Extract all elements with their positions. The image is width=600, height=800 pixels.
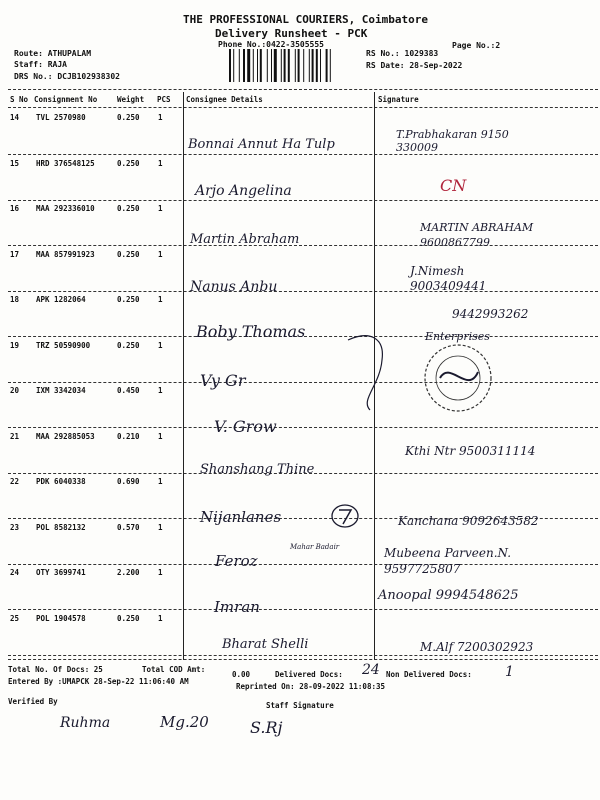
consignee-hand-22: Nijanlanes bbox=[200, 508, 282, 526]
row-pcs: 1 bbox=[158, 113, 163, 122]
signature-14: T.Prabhakaran 9150 330009 bbox=[396, 128, 509, 154]
row-consignment-no: IXM 3342034 bbox=[36, 386, 86, 395]
verify-signature-2: Mg.20 bbox=[160, 713, 209, 731]
barcode-bar bbox=[239, 49, 240, 82]
verify-signature-1: Ruhma bbox=[60, 715, 111, 731]
footer-rule bbox=[8, 659, 598, 660]
row-consignment-no: MAA 857991923 bbox=[36, 249, 95, 259]
row-weight: 0.250 bbox=[117, 113, 140, 122]
barcode-bar bbox=[229, 49, 231, 82]
row-consignment-no: APK 1282064 bbox=[36, 295, 86, 304]
row-sno: 22 bbox=[10, 477, 20, 486]
row-separator bbox=[8, 154, 598, 155]
signature-25: M.Alf 7200302923 bbox=[420, 640, 534, 654]
signature-22: Kanchana 9092643582 bbox=[398, 514, 539, 528]
row-pcs: 1 bbox=[158, 568, 163, 577]
row-sno: 25 bbox=[10, 613, 20, 623]
signature-15: CN bbox=[440, 176, 467, 195]
page-number: Page No.:2 bbox=[452, 41, 501, 50]
row-separator bbox=[8, 382, 598, 383]
row-weight: 0.250 bbox=[117, 158, 140, 168]
row-weight: 0.690 bbox=[117, 477, 140, 486]
col-consignee: Consignee Details bbox=[186, 95, 263, 104]
row-separator bbox=[8, 655, 598, 656]
barcode-bar bbox=[243, 49, 245, 82]
row-weight: 0.250 bbox=[117, 613, 140, 623]
total-cod-label: Total COD Amt: bbox=[142, 665, 206, 674]
signature-18: 9442993262 bbox=[452, 307, 529, 321]
row-consignment-no: TRZ 50590900 bbox=[36, 340, 91, 350]
col-pcs: PCS bbox=[157, 95, 171, 104]
barcode-bar bbox=[271, 49, 272, 82]
row-weight: 0.250 bbox=[117, 249, 140, 259]
barcode-bar bbox=[295, 49, 296, 82]
barcode-bar bbox=[320, 49, 321, 82]
barcode-bar bbox=[260, 49, 262, 82]
barcode-bar bbox=[253, 49, 254, 82]
barcode-bar bbox=[267, 49, 268, 82]
row-sno: 20 bbox=[10, 386, 20, 395]
row-pcs: 1 bbox=[158, 613, 163, 623]
non-delivered-count: 1 bbox=[505, 664, 514, 680]
header-bottom-rule bbox=[8, 107, 598, 108]
row-sno: 15 bbox=[10, 158, 20, 168]
col-signature: Signature bbox=[378, 95, 419, 104]
col-weight: Weight bbox=[117, 95, 145, 104]
delivered-label: Delivered Docs: bbox=[275, 670, 343, 679]
barcode-bar bbox=[326, 49, 328, 82]
consignee-hand-16: Martin Abraham bbox=[190, 232, 300, 247]
col-consignment: Consignment No bbox=[34, 95, 98, 104]
consignee-column-line bbox=[183, 92, 184, 660]
barcode-bar bbox=[284, 49, 286, 82]
staff-signature-label: Staff Signature bbox=[266, 701, 334, 710]
barcode-bar bbox=[274, 49, 277, 82]
phone-number: Phone No.:0422-3505555 bbox=[218, 40, 324, 49]
barcode-bar bbox=[288, 49, 290, 82]
barcode-bar bbox=[330, 49, 331, 82]
row-weight: 0.210 bbox=[117, 431, 140, 441]
rs-date: RS Date: 28-Sep-2022 bbox=[366, 61, 463, 70]
signature-16: MARTIN ABRAHAM 9600867799 bbox=[420, 221, 534, 249]
verified-by-label: Verified By bbox=[8, 697, 58, 706]
consignee-hand-20: V. Grow bbox=[214, 417, 277, 436]
barcode-bar bbox=[312, 49, 314, 82]
row-pcs: 1 bbox=[158, 204, 163, 213]
barcode-bar bbox=[257, 49, 258, 82]
barcode-bar bbox=[303, 49, 304, 82]
consignee-hand-25: Bharat Shelli bbox=[222, 637, 309, 652]
row-consignment-no: MAA 292885053 bbox=[36, 431, 95, 441]
consignee-hand-21: Shanshang Thine bbox=[200, 462, 315, 477]
row-pcs: 1 bbox=[158, 431, 163, 441]
signature-23: Mubeena Parveen.N. 9597725807 bbox=[384, 546, 512, 576]
reprinted-on: Reprinted On: 28-09-2022 11:08:35 bbox=[236, 682, 386, 691]
row-weight: 0.250 bbox=[117, 295, 140, 304]
row-sno: 17 bbox=[10, 249, 20, 259]
row-separator bbox=[8, 200, 598, 201]
signature-21: Kthi Ntr 9500311114 bbox=[405, 444, 536, 458]
barcode-bar bbox=[233, 49, 234, 82]
barcode-bar bbox=[247, 49, 250, 82]
row-pcs: 1 bbox=[158, 477, 163, 486]
header-top-rule bbox=[8, 89, 598, 90]
row-consignment-no: POL 8582132 bbox=[36, 522, 86, 532]
row-consignment-no: PDK 6040338 bbox=[36, 477, 86, 486]
consignee-hand-18: Boby Thomas bbox=[196, 322, 306, 341]
signature-19: Enterprises bbox=[425, 330, 490, 343]
barcode-bar bbox=[298, 49, 300, 82]
row-consignment-no: MAA 292336010 bbox=[36, 204, 95, 213]
pen-loop-mark bbox=[340, 330, 400, 420]
row-sno: 24 bbox=[10, 568, 20, 577]
consignee-note-23: Mahar Badair bbox=[290, 543, 340, 551]
total-docs: Total No. Of Docs: 25 bbox=[8, 665, 103, 674]
row-sno: 23 bbox=[10, 522, 20, 532]
barcode-bar bbox=[309, 49, 310, 82]
total-cod-value: 0.00 bbox=[232, 670, 251, 679]
signature-24: Anoopal 9994548625 bbox=[378, 588, 519, 603]
row-sno: 18 bbox=[10, 295, 20, 304]
entered-by: Entered By :UMAPCK 28-Sep-22 11:06:40 AM bbox=[8, 677, 189, 686]
row-pcs: 1 bbox=[158, 340, 163, 350]
row-pcs: 1 bbox=[158, 295, 163, 304]
rs-number: RS No.: 1029383 bbox=[366, 49, 439, 58]
non-delivered-label: Non Delivered Docs: bbox=[386, 670, 472, 679]
row-consignment-no: HRD 376548125 bbox=[36, 158, 95, 168]
consignee-hand-24: Imran bbox=[214, 598, 260, 616]
consignee-hand-23: Feroz bbox=[215, 552, 258, 570]
row-separator bbox=[8, 427, 598, 428]
row-pcs: 1 bbox=[158, 158, 163, 168]
runsheet-subtitle: Delivery Runsheet - PCK bbox=[215, 27, 368, 40]
row-weight: 0.450 bbox=[117, 386, 140, 395]
staff: Staff: RAJA bbox=[14, 60, 67, 69]
company-title: THE PROFESSIONAL COURIERS, Coimbatore bbox=[183, 13, 429, 26]
drs-number: DRS No.: DCJB102938302 bbox=[14, 72, 120, 81]
verify-signature-3: S.Rj bbox=[250, 718, 283, 737]
row-pcs: 1 bbox=[158, 522, 163, 532]
row-weight: 0.250 bbox=[117, 204, 140, 213]
company-stamp bbox=[420, 340, 500, 420]
consignee-hand-17: Nanus Anbu bbox=[190, 279, 278, 295]
row-pcs: 1 bbox=[158, 386, 163, 395]
row-sno: 21 bbox=[10, 431, 20, 441]
delivered-count: 24 bbox=[362, 662, 380, 678]
row-separator bbox=[8, 609, 598, 610]
row-consignment-no: TVL 2570980 bbox=[36, 113, 86, 122]
row-consignment-no: OTY 3699741 bbox=[36, 568, 86, 577]
row-sno: 19 bbox=[10, 340, 20, 350]
consignee-hand-15: Arjo Angelina bbox=[195, 183, 292, 199]
row-consignment-no: POL 1904578 bbox=[36, 613, 86, 623]
route: Route: ATHUPALAM bbox=[14, 49, 92, 58]
row-sno: 14 bbox=[10, 113, 20, 122]
barcode-bar bbox=[281, 49, 282, 82]
barcode bbox=[229, 49, 359, 82]
circled-seven-mark bbox=[330, 502, 370, 532]
row-weight: 0.570 bbox=[117, 522, 140, 532]
barcode-bar bbox=[316, 49, 318, 82]
row-pcs: 1 bbox=[158, 249, 163, 259]
col-sno: S No bbox=[10, 95, 29, 104]
row-weight: 0.250 bbox=[117, 340, 140, 350]
row-sno: 16 bbox=[10, 204, 20, 213]
consignee-hand-19: Vy Gr bbox=[200, 371, 246, 390]
consignee-hand-14: Bonnai Annut Ha Tulp bbox=[188, 137, 335, 152]
row-weight: 2.200 bbox=[117, 568, 140, 577]
signature-17: J.Nimesh 9003409441 bbox=[410, 264, 487, 293]
